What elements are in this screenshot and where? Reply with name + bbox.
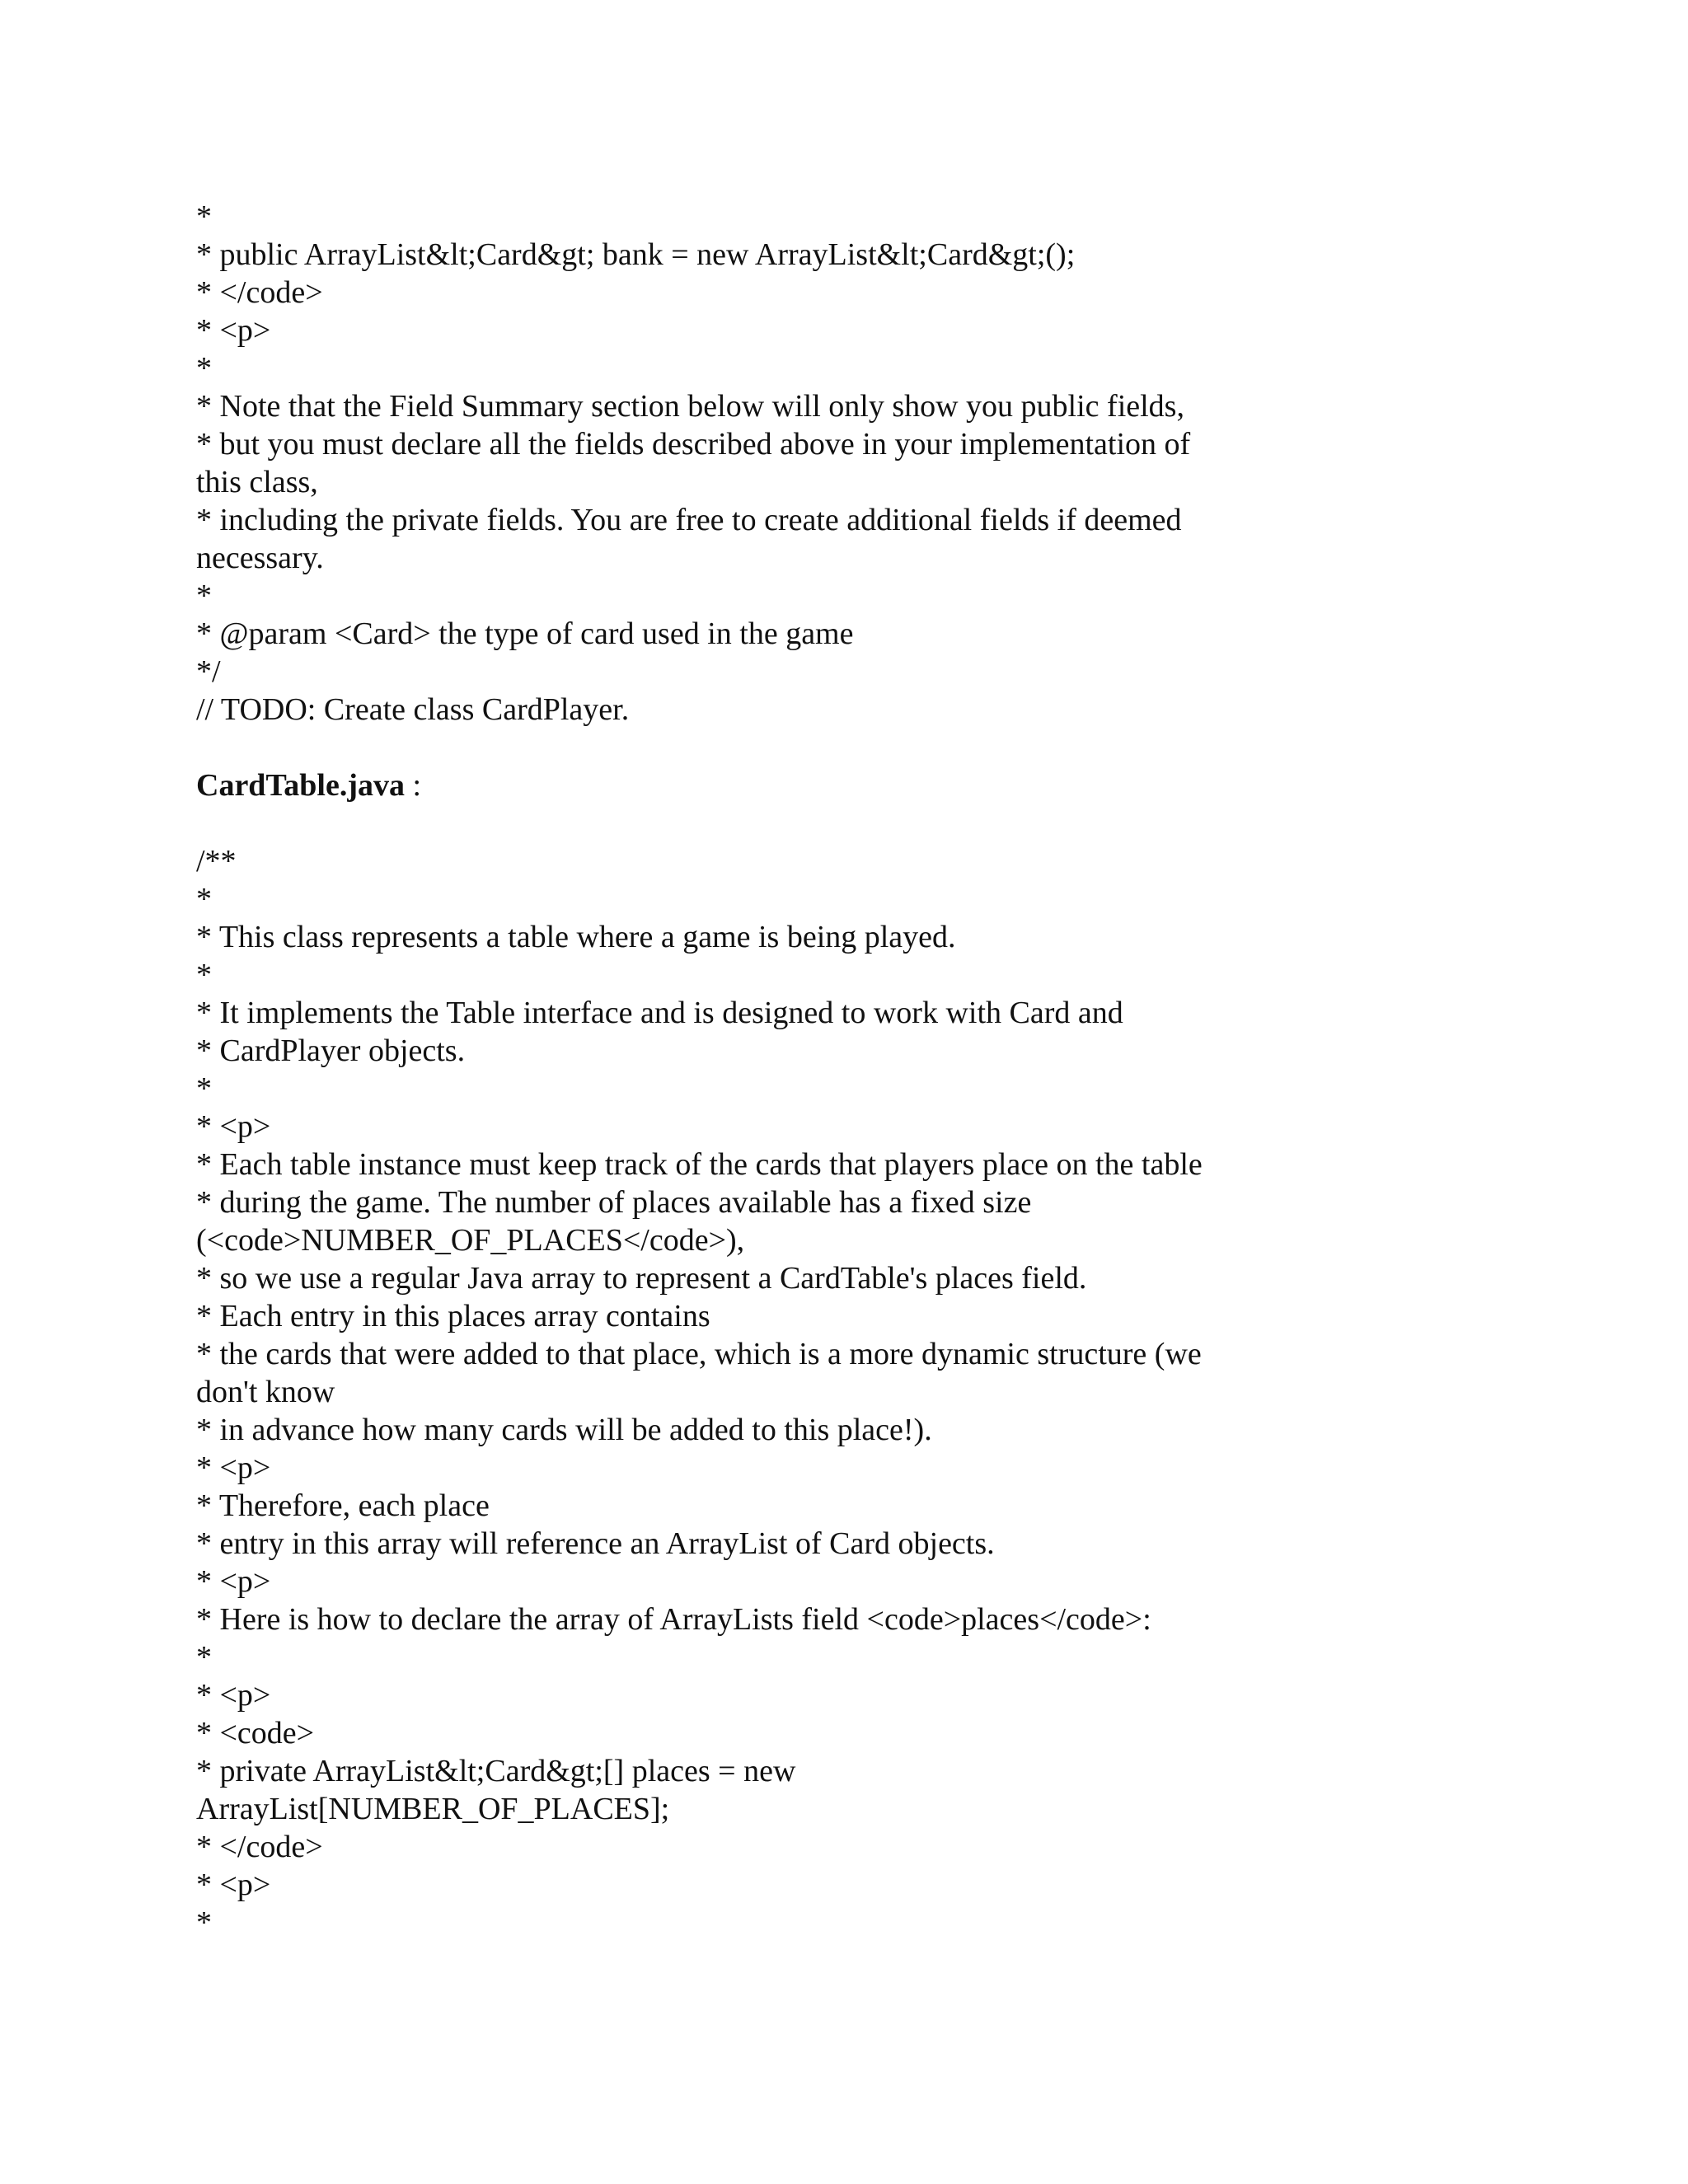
text-line: * It implements the Table interface and is designed to work with Card and	[196, 996, 1123, 1030]
text-line: * <code>	[196, 1716, 315, 1750]
text-line: * in advance how many cards will be added to this place!).	[196, 1413, 932, 1447]
code-block-cardtable	[196, 842, 1350, 1942]
text-line: * </code>	[196, 275, 323, 310]
text-line: * private ArrayList&lt;Card&gt;[] places = new	[196, 1754, 796, 1788]
text-line: *	[196, 199, 212, 234]
text-line: *	[196, 1905, 212, 1940]
document-page	[196, 198, 1350, 1942]
text-line: * including the private fields. You are free to create additional fields if deemed	[196, 503, 1182, 537]
text-line: * This class represents a table where a game is being played.	[196, 920, 956, 954]
text-line: * <p>	[196, 1564, 271, 1599]
text-line: * entry in this array will reference an ArrayList of Card objects.	[196, 1526, 995, 1561]
text-line: * <p>	[196, 1678, 271, 1713]
text-line: *	[196, 351, 212, 386]
text-line: * Therefore, each place	[196, 1488, 490, 1523]
text-line: * Each entry in this places array contains	[196, 1299, 710, 1333]
text-line: don't know	[196, 1375, 335, 1409]
text-line: // TODO: Create class CardPlayer.	[196, 692, 630, 727]
text-line: * Each table instance must keep track of the cards that players place on the table	[196, 1147, 1203, 1182]
text-line: *	[196, 1071, 212, 1106]
text-line: /**	[196, 844, 237, 879]
text-line: * but you must declare all the fields described above in your implementation of	[196, 427, 1191, 462]
text-line: (<code>NUMBER_OF_PLACES</code>),	[196, 1223, 745, 1258]
text-line: * </code>	[196, 1830, 323, 1864]
text-line: * <p>	[196, 1868, 271, 1902]
code-block-cardplayer-tail	[196, 198, 1350, 729]
text-line: ArrayList[NUMBER_OF_PLACES];	[196, 1792, 670, 1826]
section-heading	[196, 766, 1350, 804]
text-line: * @param <Card> the type of card used in the game	[196, 616, 854, 651]
text-line: *	[196, 579, 212, 613]
text-line: * <p>	[196, 1109, 271, 1144]
text-line: *	[196, 958, 212, 992]
text-line: this class,	[196, 465, 318, 499]
text-line: necessary.	[196, 541, 324, 575]
text-line: *	[196, 882, 212, 916]
section-heading-suffix: :	[405, 768, 422, 803]
text-line: * CardPlayer objects.	[196, 1033, 466, 1068]
text-line: */	[196, 654, 221, 689]
text-line: * Here is how to declare the array of ArrayLists field <code>places</code>:	[196, 1602, 1151, 1637]
text-line: * public ArrayList&lt;Card&gt; bank = new ArrayList&lt;Card&gt;();	[196, 237, 1076, 272]
text-line: * Note that the Field Summary section below will only show you public fields,	[196, 389, 1184, 424]
text-line: * <p>	[196, 1451, 271, 1485]
text-line: * during the game. The number of places available has a fixed size	[196, 1185, 1032, 1220]
text-line: * the cards that were added to that place, which is a more dynamic structure (we	[196, 1337, 1202, 1371]
text-line: * so we use a regular Java array to represent a CardTable's places field.	[196, 1261, 1087, 1296]
text-line: * <p>	[196, 313, 271, 348]
section-heading-filename: CardTable.java	[196, 768, 406, 803]
text-line: *	[196, 1640, 212, 1675]
